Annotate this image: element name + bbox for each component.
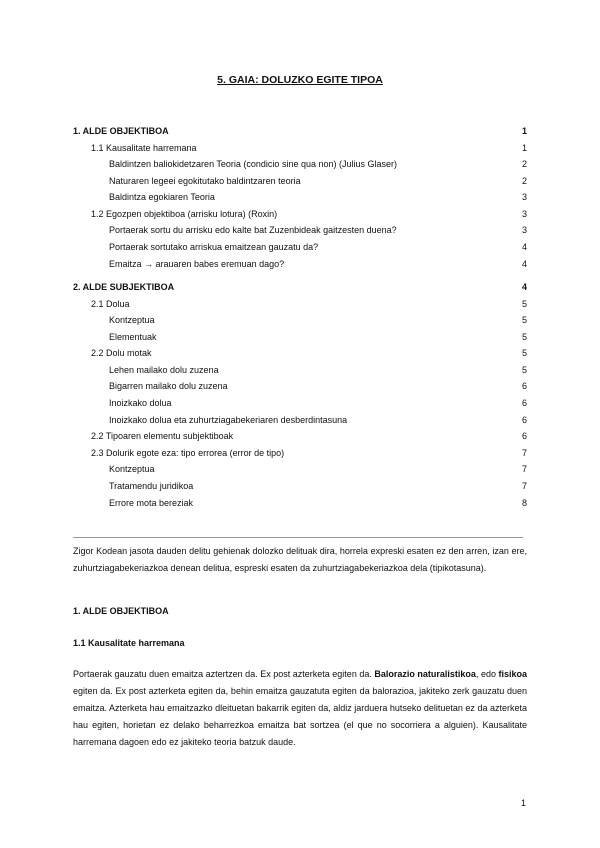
toc-entry-title: 2. ALDE SUBJEKTIBOA [73, 282, 175, 292]
toc-entry-page: 5 [521, 315, 527, 325]
toc-entry[interactable] [0, 157, 600, 171]
toc-entry-page: 2 [521, 176, 527, 186]
toc-entry[interactable] [0, 462, 600, 476]
toc-entry[interactable] [0, 346, 600, 360]
toc-entry-page: 6 [521, 381, 527, 391]
intro-paragraph: Zigor Kodean jasota dauden delitu gehienak dolozko delituak dira, horrela expreski esaten ez den arren, izan ere, zuhurtziagabekeriazkoa denean delitua, espreski esaten da zuhurtziagabekeriazkoa dela (tipikotasuna). [73, 546, 527, 573]
toc-entry-page: 2 [521, 159, 527, 169]
toc-entry-page: 7 [521, 464, 527, 474]
toc-entry-page: 1 [521, 126, 527, 136]
toc-entry[interactable] [0, 330, 600, 344]
toc-entry-page: 4 [521, 259, 527, 269]
toc-entry-title: 2.1 Dolua [91, 299, 130, 309]
toc-entry[interactable] [0, 141, 600, 155]
toc-entry-page: 3 [521, 225, 527, 235]
toc-entry-title: Emaitza → arauaren babes eremuan dago? [109, 259, 285, 269]
toc-entry-page: 3 [521, 209, 527, 219]
toc-entry[interactable] [0, 379, 600, 393]
page-title: 5. GAIA: DOLUZKO EGITE TIPOA [217, 74, 383, 86]
body-bold-text: fisikoa [498, 669, 527, 679]
toc-entry-page: 4 [521, 242, 527, 252]
toc-entry[interactable] [0, 207, 600, 221]
toc-entry-page: 6 [521, 398, 527, 408]
body-paragraph [73, 666, 527, 751]
toc-entry[interactable] [0, 313, 600, 327]
toc-entry-title: Lehen mailako dolu zuzena [109, 365, 219, 375]
toc-entry[interactable] [0, 280, 600, 294]
toc-entry-page: 6 [521, 431, 527, 441]
toc-entry-title: Naturaren legeei egokitutako baldintzaren teoria [109, 176, 301, 186]
toc-entry[interactable] [0, 297, 600, 311]
toc-entry-title: 2.2 Tipoaren elementu subjektiboak [91, 431, 234, 441]
toc-entry[interactable] [0, 479, 600, 493]
body-text: egiten da. Ex post azterketa egiten da, behin emaitza gauzatuta egiten da balorazioa, jakiteko zerk gauzatu duen emaitza. Azterketa hau emaitzazko dleituetan bakarrik egiten da, aldiz jarduera hutseko delituetan ez da azterketa hau egiten, horietan ez delako beharrezkoa emaitza bat sortzea (el que no socorriera a alguien). Kausalitate harremana dagoen edo ez jakiteko teoria batzuk daude. [73, 686, 527, 747]
toc-entry-page: 7 [521, 481, 527, 491]
toc-entry-title: Inoizkako dolua [109, 398, 172, 408]
toc-entry-title: Inoizkako dolua eta zuhurtziagabekeriaren desberdintasuna [109, 415, 348, 425]
page-number: 1 [521, 798, 527, 808]
toc-entry-title: 1.1 Kausalitate harremana [91, 143, 197, 153]
toc-entry-title: Elementuak [109, 332, 157, 342]
toc-entry[interactable] [0, 124, 600, 138]
toc-entry-title: 2.2 Dolu motak [91, 348, 152, 358]
toc-entry-page: 7 [521, 448, 527, 458]
toc-entry-page: 3 [521, 192, 527, 202]
toc-entry[interactable] [0, 223, 600, 237]
toc-entry-title: Baldintza egokiaren Teoria [109, 192, 215, 202]
toc-entry-page: 4 [521, 282, 527, 292]
toc-entry[interactable] [0, 257, 600, 271]
toc-entry-title: Portaerak sortutako arriskua emaitzean gauzatu da? [109, 242, 319, 252]
toc-entry-title: Kontzeptua [109, 315, 155, 325]
toc-entry[interactable] [0, 496, 600, 510]
toc-entry[interactable] [0, 413, 600, 427]
toc-entry[interactable] [0, 396, 600, 410]
toc-entry-page: 5 [521, 348, 527, 358]
toc-entry[interactable] [0, 429, 600, 443]
toc-entry[interactable] [0, 446, 600, 460]
toc-entry[interactable] [0, 363, 600, 377]
toc-entry-title: Baldintzen baliokidetzaren Teoria (condicio sine qua non) (Julius Glaser) [109, 159, 397, 169]
toc-entry-page: 8 [521, 498, 527, 508]
toc-entry-title: 1. ALDE OBJEKTIBOA [73, 126, 169, 136]
toc-entry-title: 1.2 Egozpen objektiboa (arrisku lotura) (Roxin) [91, 209, 278, 219]
toc-entry[interactable] [0, 240, 600, 254]
toc-entry-page: 1 [521, 143, 527, 153]
toc-entry[interactable] [0, 190, 600, 204]
divider [73, 537, 523, 538]
toc-entry-page: 6 [521, 415, 527, 425]
toc-entry-title: Kontzeptua [109, 464, 155, 474]
toc-entry-page: 5 [521, 299, 527, 309]
toc-entry-title: Tratamendu juridikoa [109, 481, 194, 491]
section-heading: 1. ALDE OBJEKTIBOA [73, 606, 169, 616]
toc-entry-page: 5 [521, 332, 527, 342]
toc-entry-title: Portaerak sortu du arrisku edo kalte bat Zuzenbideak gaitzesten duena? [109, 225, 397, 235]
toc-entry-title: 2.3 Dolurik egote eza: tipo errorea (error de tipo) [91, 448, 285, 458]
subsection-heading: 1.1 Kausalitate harremana [73, 638, 185, 648]
toc-entry-title: Errore mota bereziak [109, 498, 194, 508]
body-text: , edo [475, 669, 499, 679]
toc-entry[interactable] [0, 174, 600, 188]
toc-entry-page: 5 [521, 365, 527, 375]
toc-entry-title: Bigarren mailako dolu zuzena [109, 381, 228, 391]
body-text: Portaerak gauzatu duen emaitza aztertzen da. Ex post azterketa egiten da. [73, 669, 375, 679]
body-bold-text: Balorazio naturalistikoa [374, 669, 476, 679]
